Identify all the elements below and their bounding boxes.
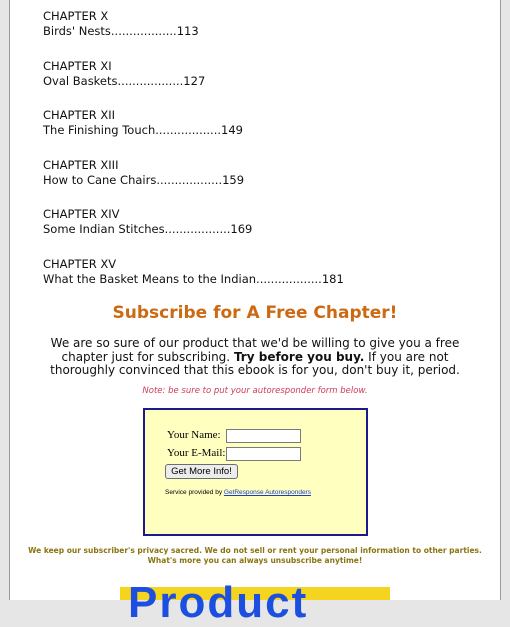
chapter-title: The Finishing Touch..................149 — [43, 123, 243, 137]
chapter-title: What the Basket Means to the Indian..................181 — [43, 271, 344, 286]
getresponse-link[interactable]: GetResponse Autoresponders — [223, 489, 311, 496]
chapter-title: Oval Baskets..................127 — [43, 73, 206, 88]
chapter-title: Birds' Nests..................113 — [43, 24, 199, 38]
email-field[interactable] — [226, 447, 301, 461]
chapter-number: CHAPTER XI — [43, 58, 112, 73]
table-of-contents — [43, 9, 344, 306]
subscribe-heading: Subscribe for A Free Chapter! — [112, 303, 398, 323]
service-credit — [165, 489, 311, 496]
autoresponder-note: Note: be sure to put your autoresponder form below. — [142, 386, 368, 396]
chapter-number: CHAPTER X — [43, 9, 109, 23]
pitch-emphasis: Try before you buy. — [233, 349, 365, 364]
pitch-text-end: If you are not thoroughly convinced that this ebook is for you, don't buy it, period. — [50, 349, 460, 377]
pitch-text: We are so sure of our product that we'd be willing to give you a free chapter just for subscribing. — [50, 336, 460, 364]
banner-text: Product — [128, 578, 309, 627]
chapter-number: CHAPTER XIII — [43, 157, 119, 172]
get-more-info-button[interactable]: Get More Info! — [165, 464, 238, 479]
toc-entry — [43, 257, 344, 287]
name-field[interactable] — [226, 429, 301, 443]
chapter-title: How to Cane Chairs..................159 — [43, 172, 245, 187]
privacy-line: What's more you can always unsubscribe anytime! — [147, 555, 363, 565]
email-label: Your E-Mail: — [167, 447, 226, 459]
page-content — [9, 0, 501, 627]
service-prefix: Service provided by — [165, 489, 224, 496]
chapter-number: CHAPTER XV — [43, 256, 117, 271]
subscribe-pitch — [48, 337, 462, 378]
product-banner[interactable] — [120, 578, 390, 627]
toc-entry — [43, 59, 344, 89]
toc-entry — [43, 207, 344, 237]
name-label: Your Name: — [167, 429, 221, 441]
privacy-line: We keep our subscriber's privacy sacred. We do not sell or rent your personal information to other parties. — [28, 546, 482, 555]
chapter-number: CHAPTER XII — [43, 108, 116, 122]
toc-entry — [43, 9, 344, 39]
toc-entry — [43, 158, 344, 188]
subscribe-form — [143, 408, 368, 536]
chapter-title: Some Indian Stitches..................169 — [43, 222, 253, 236]
privacy-statement — [10, 546, 500, 565]
toc-entry — [43, 108, 344, 138]
chapter-number: CHAPTER XIV — [43, 207, 120, 221]
